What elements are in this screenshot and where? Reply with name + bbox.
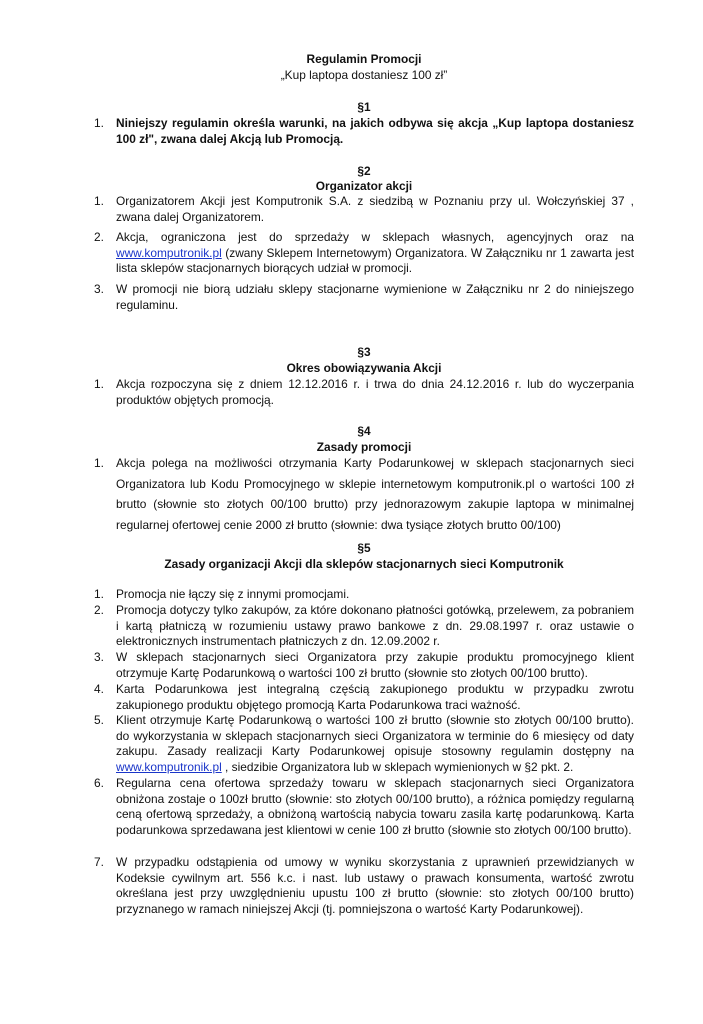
- list-item-number: 1.: [94, 456, 104, 470]
- list-item-number: 1.: [94, 377, 104, 391]
- list-item-number: 4.: [94, 682, 104, 696]
- list-item-text: Akcja rozpoczyna się z dniem 12.12.2016 r. i trwa do dnia 24.12.2016 r. lub do wyczerpania produktów objętych promocją.: [116, 377, 634, 407]
- list-item-text: Regularna cena ofertowa sprzedaży towaru w sklepach stacjonarnych sieci Organizatora obniżona zostaje o 100zł brutto (słownie: sto złotych 00/100 brutto), a różnica pomiędzy regularną ceną ofertową sprzedaży, a obniżoną wartością nabycia towaru zasila kartę podarunkową. Karta podarunkowa sprzedawana jest klientowi w cenie 100 zł brutto (słownie sto złotych 00/100 brutto).: [116, 776, 634, 837]
- list-item-text: Organizatorem Akcji jest Komputronik S.A. z siedzibą w Poznaniu przy ul. Wołczyńskiej 37 , zwana dalej Organizatorem.: [116, 194, 634, 224]
- list-item-number: 2.: [94, 603, 104, 617]
- list-item-text: Niniejszy regulamin określa warunki, na jakich odbywa się akcja „Kup laptopa dostaniesz 100 zł", zwana dalej Akcją lub Promocją.: [116, 116, 634, 146]
- list-item-text: Promocja nie łączy się z innymi promocjami.: [116, 587, 350, 601]
- list-item-number: 1.: [94, 194, 104, 208]
- list-item-text: W promocji nie biorą udziału sklepy stacjonarne wymienione w Załączniku nr 2 do niniejszego regulaminu.: [116, 282, 634, 312]
- komputronik-link[interactable]: www.komputronik.pl: [116, 245, 222, 260]
- section-2-subheading: Organizator akcji: [315, 179, 413, 193]
- section-3-subheading: Okres obowiązywania Akcji: [286, 361, 442, 375]
- list-item-text-part: Akcja, ograniczona jest do sprzedaży w sklepach własnych, agencyjnych oraz na: [116, 230, 634, 244]
- list-item-number: 7.: [94, 855, 104, 869]
- list-item-number: 3.: [94, 650, 104, 664]
- list-item-text: Promocja dotyczy tylko zakupów, za które dokonano płatności gotówką, przelewem, za pobraniem i kartą płatniczą w rozumieniu ustawy prawo bankowe z dn. 29.08.1997 r. oraz ustawie o elektronicznych instrumentach płatniczych z dn. 12.09.2002 r.: [116, 603, 634, 649]
- list-item-text: Akcja polega na możliwości otrzymania Karty Podarunkowej w sklepach stacjonarnych sieci Organizatora lub Kodu Promocyjnego w sklepie internetowym komputronik.pl o wartości 100 zł brutto (słownie sto złotych 00/100 brutto) przy jednorazowym zakupie laptopa w minimalnej regularnej ofertowej cenie 2000 zł brutto (słownie: dwa tysiące złotych brutto 00/100): [116, 456, 634, 532]
- section-4-heading: §4: [357, 424, 371, 438]
- section-2-heading: §2: [357, 164, 371, 178]
- list-item-text: [116, 713, 634, 775]
- list-item-text-part: Klient otrzymuje Kartę Podarunkową o wartości 100 zł brutto (słownie sto złotych 00/100 brutto). do wykorzystania w sklepach stacjonarnych sieci Organizatora w terminie do 6 miesięcy od daty zakupu. Zasady realizacji Karty Podarunkowej opisuje stosowny regulamin dostępny na: [116, 713, 634, 759]
- section-1-heading: §1: [357, 100, 371, 114]
- document-subtitle: „Kup laptopa dostaniesz 100 zł”: [280, 68, 448, 82]
- list-item-text: W przypadku odstąpienia od umowy w wyniku skorzystania z uprawnień przewidzianych w Kodeksie cywilnym art. 556 k.c. i nast. lub ustawy o prawach konsumenta, wartość zwrotu określana jest przy uwzględnieniu upustu 100 zł brutto (słownie: sto złotych 00/100 brutto) przyznanego w ramach niniejszej Akcji (tj. pomniejszona o wartość Karty Podarunkowej).: [116, 855, 634, 916]
- list-item-text-part: , siedzibie Organizatora lub w sklepach wymienionych w §2 pkt. 2.: [221, 759, 574, 774]
- list-item-number: 1.: [94, 116, 104, 130]
- list-item-number: 5.: [94, 713, 104, 727]
- komputronik-link[interactable]: www.komputronik.pl: [116, 759, 222, 774]
- list-item-number: 1.: [94, 587, 104, 601]
- section-5-subheading: Zasady organizacji Akcji dla sklepów stacjonarnych sieci Komputronik: [164, 557, 564, 571]
- document-title: Regulamin Promocji: [306, 52, 422, 66]
- list-item-number: 6.: [94, 776, 104, 790]
- list-item-text-part: (zwany Sklepem Internetowym) Organizatora. W Załączniku nr 1 zawarta jest lista sklepów stacjonarnych biorących udział w promocji.: [116, 245, 634, 276]
- list-item-text: W sklepach stacjonarnych sieci Organizatora przy zakupie produktu promocyjnego klient otrzymuje Kartę Podarunkową o wartości 100 zł brutto (słownie sto złotych 00/100 brutto).: [116, 650, 634, 680]
- section-3-heading: §3: [357, 345, 371, 359]
- list-item-text: Karta Podarunkowa jest integralną częścią zakupionego produktu w przypadku zwrotu zakupionego produktu objętego promocją Karta Podarunkowa traci ważność.: [116, 682, 634, 712]
- section-4-subheading: Zasady promocji: [316, 440, 412, 454]
- list-item-number: 2.: [94, 230, 104, 244]
- list-item-number: 3.: [94, 282, 104, 296]
- list-item-text: [116, 230, 634, 277]
- section-5-heading: §5: [357, 541, 371, 555]
